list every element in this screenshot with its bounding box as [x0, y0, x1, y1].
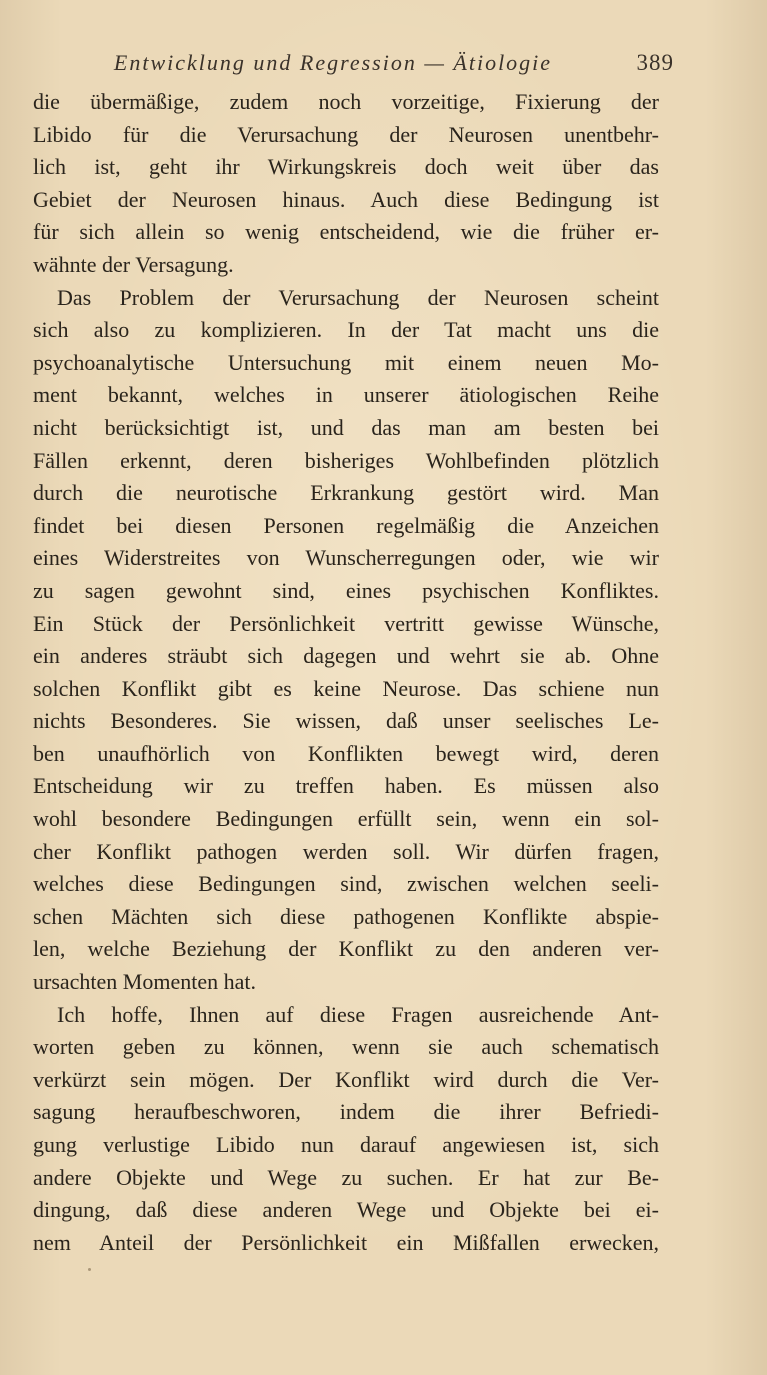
- text-line: Ein Stück der Persönlichkeit vertritt gewisse Wünsche,: [33, 610, 659, 636]
- text-line: findet bei diesen Personen regelmäßig die Anzeichen: [33, 512, 659, 538]
- text-line: wohl besondere Bedingungen erfüllt sein, wenn ein sol-: [33, 806, 659, 832]
- text-line: Entscheidung wir zu treffen haben. Es müssen also: [33, 773, 659, 799]
- text-line: Libido für die Verursachung der Neurosen unentbehr-: [33, 121, 659, 147]
- text-line: Das Problem der Verursachung der Neurosen scheint: [57, 284, 659, 310]
- text-line: cher Konflikt pathogen werden soll. Wir dürfen fragen,: [33, 838, 659, 864]
- text-line: sagung heraufbeschworen, indem die ihrer Befriedi-: [33, 1099, 659, 1125]
- text-line: nicht berücksichtigt ist, und das man am besten bei: [33, 414, 659, 440]
- text-line: Gebiet der Neurosen hinaus. Auch diese Bedingung ist: [33, 186, 659, 212]
- text-line: verkürzt sein mögen. Der Konflikt wird durch die Ver-: [33, 1066, 659, 1092]
- text-line: schen Mächten sich diese pathogenen Konflikte abspie-: [33, 903, 659, 929]
- running-title: Entwicklung und Regression — Ätiologie: [113, 50, 553, 75]
- text-line: ursachten Momenten hat.: [33, 969, 256, 995]
- text-line: ben unaufhörlich von Konflikten bewegt wird, deren: [33, 740, 659, 766]
- text-line: durch die neurotische Erkrankung gestört wird. Man: [33, 480, 659, 506]
- text-line: psychoanalytische Untersuchung mit einem neuen Mo-: [33, 349, 659, 375]
- text-line: gung verlustige Libido nun darauf angewiesen ist, sich: [33, 1132, 659, 1157]
- paper-speck: [88, 1268, 91, 1271]
- text-line: solchen Konflikt gibt es keine Neurose. Das schiene nun: [33, 675, 659, 701]
- text-line: nichts Besonderes. Sie wissen, daß unser seelisches Le-: [33, 708, 659, 734]
- text-line: eines Widerstreites von Wunscherregungen oder, wie wir: [33, 545, 659, 571]
- text-line: Ich hoffe, Ihnen auf diese Fragen ausreichende Ant-: [57, 1001, 659, 1027]
- text-line: dingung, daß diese anderen Wege und Objekte bei ei-: [33, 1197, 659, 1223]
- text-line: nem Anteil der Persönlichkeit ein Mißfallen erwecken,: [33, 1229, 659, 1255]
- text-line: für sich allein so wenig entscheidend, wie die früher er-: [33, 219, 659, 245]
- text-line: sich also zu komplizieren. In der Tat macht uns die: [33, 317, 659, 343]
- text-line: lich ist, geht ihr Wirkungskreis doch weit über das: [33, 154, 659, 180]
- page-number: 389: [636, 50, 674, 75]
- text-line: zu sagen gewohnt sind, eines psychischen Konfliktes.: [33, 577, 659, 603]
- text-line: andere Objekte und Wege zu suchen. Er hat zur Be-: [33, 1164, 659, 1190]
- text-line: ein anderes sträubt sich dagegen und wehrt sie ab. Ohne: [33, 643, 659, 669]
- text-line: worten geben zu können, wenn sie auch schematisch: [33, 1034, 659, 1060]
- text-line: ment bekannt, welches in unserer ätiologischen Reihe: [33, 382, 659, 408]
- text-line: welches diese Bedingungen sind, zwischen welchen seeli-: [33, 871, 659, 897]
- text-line: Fällen erkennt, deren bisheriges Wohlbefinden plötzlich: [33, 447, 659, 473]
- text-line: wähnte der Versagung.: [33, 251, 234, 277]
- running-head: [62, 50, 674, 82]
- body-text: [33, 86, 659, 1259]
- text-line: len, welche Beziehung der Konflikt zu den anderen ver-: [33, 936, 659, 962]
- text-line: die übermäßige, zudem noch vorzeitige, Fixierung der: [33, 89, 659, 114]
